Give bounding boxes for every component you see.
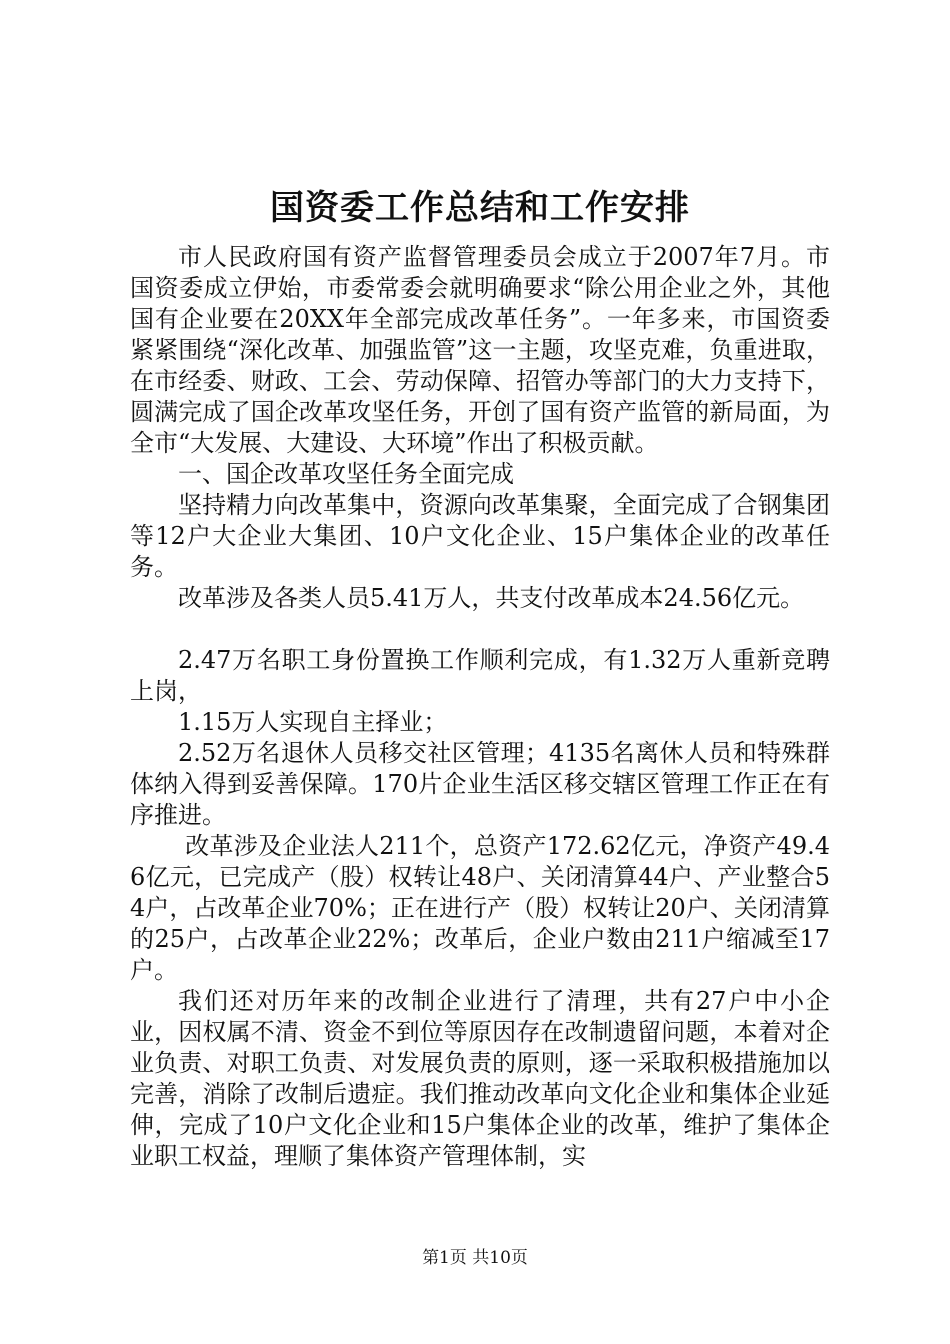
document-page: [130, 180, 830, 1172]
page-footer: 第1页 共10页: [422, 1248, 528, 1268]
section-heading-1: 一、国企改革攻坚任务全面完成: [178, 460, 514, 488]
paragraph-restructured-enterprises: 我们还对历年来的改制企业进行了清理，共有27户中小企业，因权属不清、资金不到位等原因存在改制遗留问题，本着对企业负责、对职工负责、对发展负责的原则，逐一采取积极措施加以完善，消除了改制后遗症。我们推动改革向文化企业和集体企业延伸，完成了10户文化企业和15户集体企业的改革，维护了集体企业职工权益，理顺了集体资产管理体制，实: [130, 987, 830, 1170]
paragraph-reform-tasks: 坚持精力向改革集中，资源向改革集聚，全面完成了合钢集团等12户大企业大集团、10户文化企业、15户集体企业的改革任务。: [130, 491, 830, 581]
paragraph-identity-replacement: 2.47万名职工身份置换工作顺利完成，有1.32万人重新竞聘上岗，: [130, 646, 830, 705]
paragraph-reform-cost: 改革涉及各类人员5.41万人，共支付改革成本24.56亿元。: [178, 584, 805, 612]
paragraph-self-employment: 1.15万人实现自主择业；: [178, 708, 448, 736]
paragraph-enterprise-legal-persons: 改革涉及企业法人211个，总资产172.62亿元，净资产49.46亿元，已完成产（股）权转让48户、关闭清算44户、产业整合54户，占改革企业70%；正在进行产（股）权转让20户、关闭清算的25户，占改革企业22%；改革后，企业户数由211户缩减至17户。: [130, 832, 830, 984]
paragraph-retirees: 2.52万名退休人员移交社区管理；4135名离休人员和特殊群体纳入得到妥善保障。170片企业生活区移交辖区管理工作正在有序推进。: [130, 739, 830, 829]
document-title: 国资委工作总结和工作安排: [270, 188, 690, 228]
document-body: [130, 242, 830, 1172]
paragraph-intro: 市人民政府国有资产监督管理委员会成立于2007年7月。市国资委成立伊始，市委常委会就明确要求“除公用企业之外，其他国有企业要在20XX年全部完成改革任务”。一年多来，市国资委紧紧围绕“深化改革、加强监管”这一主题，攻坚克难，负重进取，在市经委、财政、工会、劳动保障、招管办等部门的大力支持下，圆满完成了国企改革攻坚任务，开创了国有资产监管的新局面，为全市“大发展、大建设、大环境”作出了积极贡献。: [130, 243, 830, 457]
